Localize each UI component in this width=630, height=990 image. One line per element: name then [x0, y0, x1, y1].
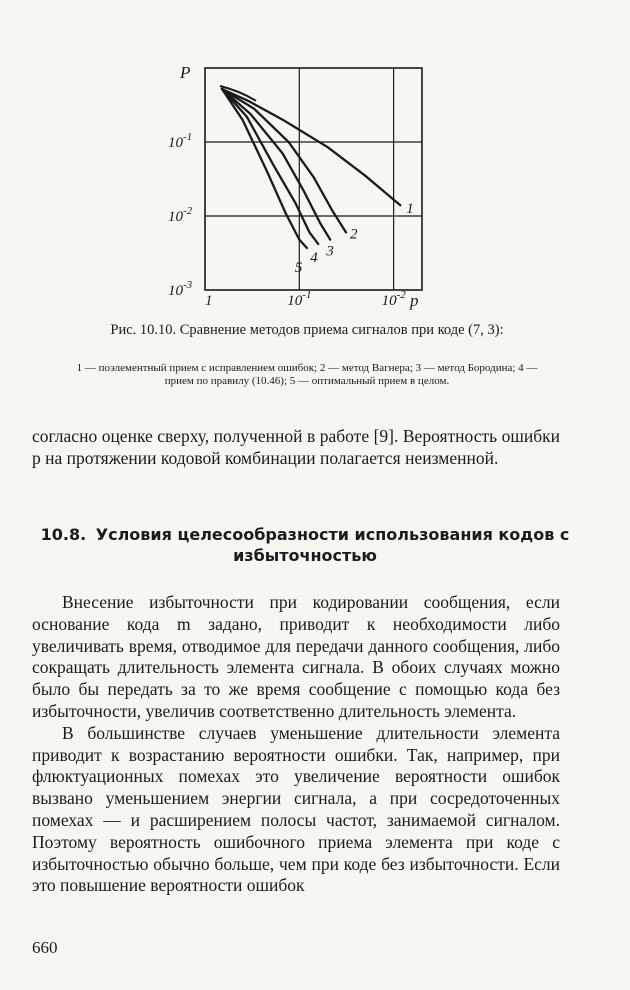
- x-tick-exponent-2: -1: [302, 289, 312, 301]
- paragraph-2: В большинстве случаев уменьшение длительности элемента приводит к возрастанию вероятности ошибки. Так, например, при флюктуационных помехах это увеличение вероятности ошибок вызвано уменьшением энергии сигнала, а при сосредоточенных помехах — и расширением полосы частот, занимаемой сигналом. Поэтому вероятность ошибочного приема элемента при коде с избыточностью обычно больше, чем при коде без избыточности. Если это повышение вероятности ошибок: [32, 722, 560, 896]
- section-body: [32, 592, 560, 897]
- curve-label-1: 1: [406, 201, 414, 218]
- y-tick-exponent-1: -1: [183, 131, 193, 143]
- x-tick-label-3: $10^{-2}$: [381, 289, 406, 309]
- y-tick-label-2: $10^{-2}$: [168, 205, 193, 225]
- figure-legend: 1 — поэлементный прием с исправлением ошибок; 2 — метод Вагнера; 3 — метод Бородина; 4 — прием по правилу (10.46); 5 — оптимальный прием в целом.: [76, 362, 538, 387]
- paragraph-top: [32, 426, 560, 470]
- y-tick-label-3: $10^{-3}$: [168, 279, 193, 299]
- y-axis-title: P: [180, 63, 191, 82]
- y-tick-label-1: $10^{-1}$: [168, 131, 193, 151]
- curve-label-2: 2: [349, 226, 358, 243]
- section-heading: [40, 524, 570, 566]
- x-tick-label-1: 1: [205, 293, 213, 309]
- page-number: 660: [32, 938, 58, 957]
- section-number: 10.8.: [40, 525, 87, 544]
- error-probability-chart: [0, 0, 630, 320]
- paragraph-1: Внесение избыточности при кодировании сообщения, если основание кода m задано, приводит к необходимости либо увеличивать время, отводимое для передачи данного сообщения, либо сокращать длительность элемента сигнала. В обоих случаях можно было бы передать за то же время сообщение с помощью кода без избыточности, увеличив соответственно длительность элемента.: [32, 592, 560, 721]
- x-tick-exponent-3: -2: [396, 289, 406, 301]
- curve-label-3: 3: [326, 243, 334, 260]
- x-tick-label-2: $10^{-1}$: [287, 289, 312, 309]
- curve-5: [222, 89, 307, 248]
- x-axis-title: p: [410, 291, 419, 310]
- curve-label-4: 4: [310, 249, 318, 266]
- plot-series: [220, 86, 400, 248]
- curve-label-5: 5: [294, 259, 303, 276]
- y-tick-exponent-3: -3: [183, 279, 193, 291]
- paragraph-top-text: согласно оценке сверху, полученной в работе [9]. Вероятность ошибки p на протяжении кодовой комбинации полагается неизменной.: [32, 426, 560, 468]
- figure-caption: Рис. 10.10. Сравнение методов приема сигналов при коде (7, 3):: [110, 322, 504, 338]
- section-title: Условия целесообразности использования кодов с избыточностью: [95, 525, 570, 565]
- y-tick-exponent-2: -2: [183, 205, 193, 217]
